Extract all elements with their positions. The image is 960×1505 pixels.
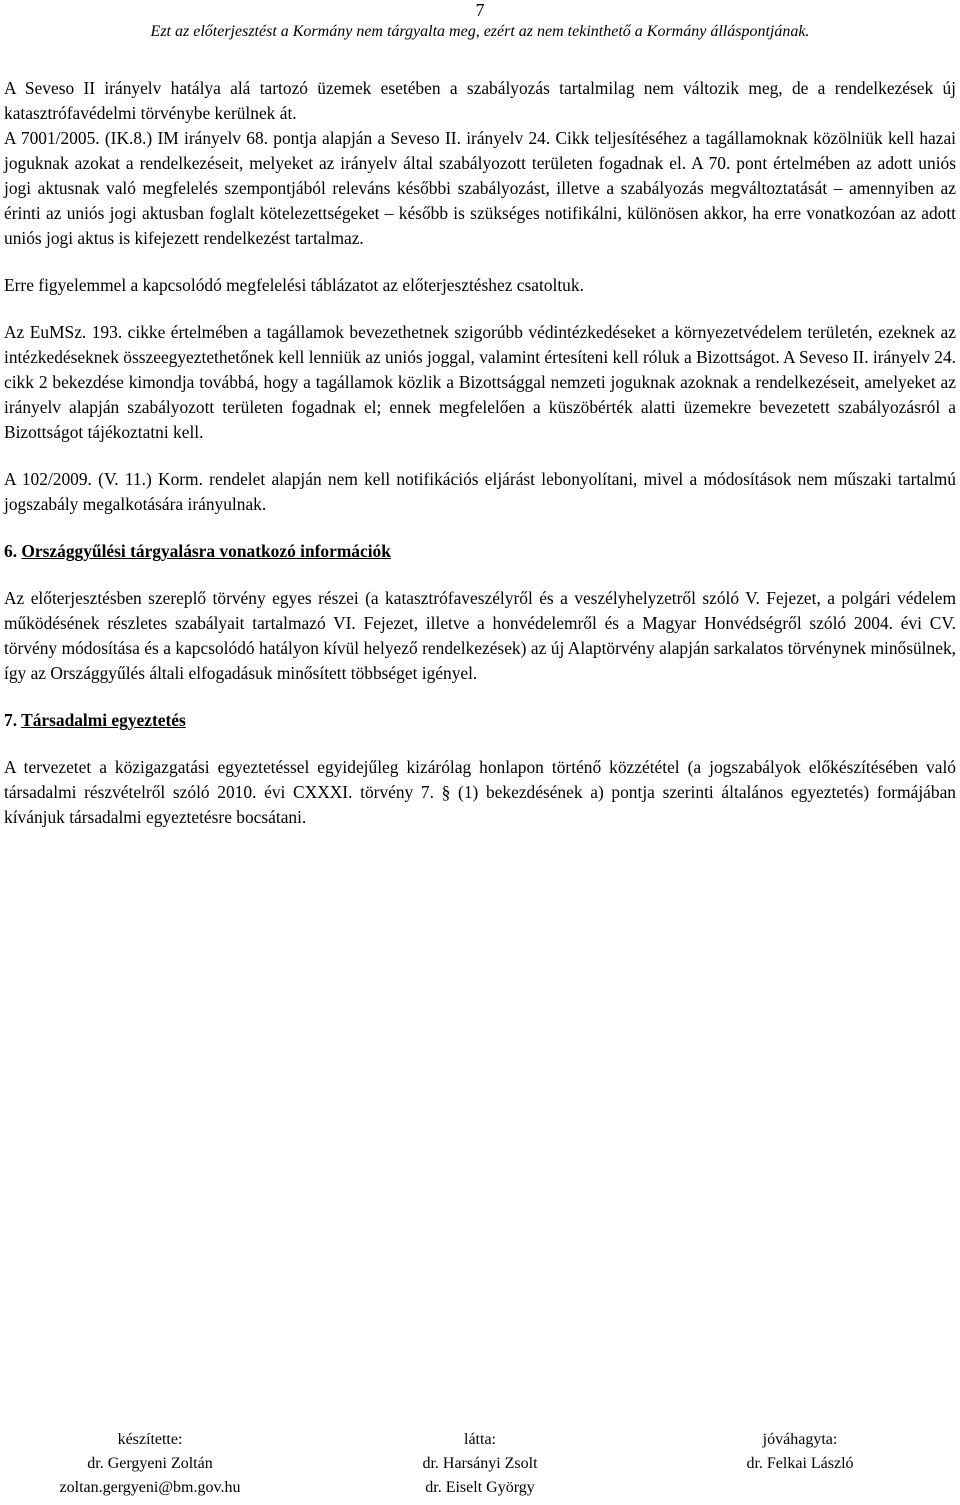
- paragraph-public-consultation: A tervezetet a közigazgatási egyeztetéssel egyidejűleg kizárólag honlapon történő közzététel (a jogszabályok előkészítésében való társadalmi részvételről szóló 2010. évi CXXXI. törvény 7. § (1) bekezdésének a) pontja szerinti általános egyeztetés) formájában kívánjuk társadalmi egyeztetésre bocsátani.: [4, 757, 956, 827]
- seen-label: látta:: [464, 1431, 496, 1448]
- section-number-6: 6.: [4, 541, 18, 561]
- approved-label: jóváhagyta:: [762, 1431, 838, 1448]
- paragraph-parliament-info: Az előterjesztésben szereplő törvény egyes részei (a katasztrófaveszélyről és a veszélyhelyzetről szóló V. Fejezet, a polgári védelem működésének részletes szabályait tartalmazó VI. Fejezet, illetve a honvédelemről és a Magyar Honvédségről szóló 2004. évi CV. törvény módosítása és a kapcsolódó hatályon kívül helyező rendelkezések) az új Alaptörvény alapján sarkalatos törvénynek minősülnek, így az Országgyűlés általi elfogadásuk minősített többséget igényel.: [4, 588, 956, 683]
- signature-block: [0, 1428, 960, 1504]
- signature-seen: [360, 1428, 600, 1500]
- paragraph-seveso-scope: A Seveso II irányelv hatálya alá tartozó üzemek esetében a szabályozás tartalmilag nem változik meg, de a rendelkezések új katasztrófavédelmi törvénybe kerülnek át.: [4, 78, 956, 123]
- paragraph-korm-rendelet: A 102/2009. (V. 11.) Korm. rendelet alapján nem kell notifikációs eljárást lebonyolítani, mivel a módosítások nem műszaki tartalmú jogszabály megalkotására irányulnak.: [4, 469, 956, 514]
- section-heading-7: [4, 708, 956, 733]
- paragraph-im-directive: A 7001/2005. (IK.8.) IM irányelv 68. pontja alapján a Seveso II. irányelv 24. Cikk teljesítéséhez a tagállamoknak közölniük kell hazai joguknak azokat a rendelkezéseit, melyeket az irányelv által szabályozott területen fogadnak el. A 70. pont értelmében az adott uniós jogi aktusnak való megfelelés szempontjából releváns későbbi szabályozást, illetve a szabályozás megváltoztatását – amennyiben az érinti az uniós jogi aktusban foglalt kötelezettségeket – később is szükséges notifikálni, különösen akkor, ha erre vonatkozóan az adott uniós jogi aktus is kifejezett rendelkezést tartalmaz.: [4, 128, 956, 248]
- approved-name: dr. Felkai László: [746, 1455, 854, 1472]
- seen-name-2: dr. Eiselt György: [425, 1479, 535, 1496]
- page-number: 7: [475, 0, 485, 20]
- paragraph-eumsz-193: Az EuMSz. 193. cikke értelmében a tagállamok bevezethetnek szigorúbb védintézkedéseket a környezetvédelem területén, ezeknek az intézkedéseknek összeegyeztethetőnek kell lenniük az uniós joggal, valamint értesíteni kell róluk a Bizottságot. A Seveso II. irányelv 24. cikk 2 bekezdése kimondja továbbá, hogy a tagállamok közlik a Bizottsággal nemzeti joguknak azoknak a rendelkezéseit, amelyeket az irányelv alapján szabályozott területen fogadnak el; ennek megfelelően a küszöbérték alatti üzemekre bevezetett szabályozásról a Bizottságot tájékoztatni kell.: [4, 322, 956, 442]
- paragraph-conformity-table: Erre figyelemmel a kapcsolódó megfelelési táblázatot az előterjesztéshez csatoltuk.: [4, 275, 584, 295]
- signature-approved: [670, 1428, 930, 1476]
- section-heading-6: [4, 539, 956, 564]
- document-body: [4, 76, 956, 830]
- prepared-name: dr. Gergyeni Zoltán: [87, 1455, 213, 1472]
- seen-name-1: dr. Harsányi Zsolt: [422, 1455, 538, 1472]
- section-number-7: 7.: [4, 710, 18, 730]
- prepared-label: készítette:: [117, 1431, 183, 1448]
- signature-prepared: [20, 1428, 280, 1500]
- section-title-7: Társadalmi egyeztetés: [21, 710, 186, 730]
- section-title-6: Országgyűlési tárgyalásra vonatkozó információk: [21, 541, 391, 561]
- prepared-email: zoltan.gergyeni@bm.gov.hu: [59, 1479, 241, 1496]
- header-disclaimer: Ezt az előterjesztést a Kormány nem tárgyalta meg, ezért az nem tekinthető a Kormány álláspontjának.: [150, 23, 810, 40]
